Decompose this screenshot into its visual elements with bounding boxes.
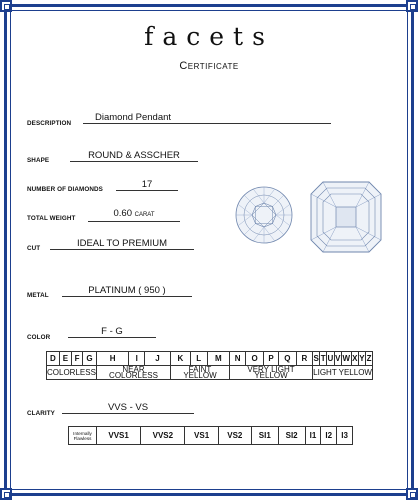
color-grade-cell: T [320, 352, 327, 366]
number-of-diamonds-value: 17 [116, 179, 178, 191]
metal-label: METAL [27, 292, 49, 299]
total-weight-value [88, 208, 180, 222]
color-grade-cell: Z [366, 352, 373, 366]
color-grade-cell: D [47, 352, 60, 366]
color-group-label: LIGHT YELLOW [313, 366, 373, 380]
clarity-label: CLARITY [27, 410, 55, 417]
color-grade-cell: I [129, 352, 145, 366]
color-grade-cell: Y [358, 352, 365, 366]
corner-ornament-icon [406, 0, 418, 12]
page-title: Certificate [179, 60, 239, 72]
color-grade-cell: N [229, 352, 245, 366]
total-weight-number: 0.60 [113, 208, 132, 219]
color-group-label: VERY LIGHT YELLOW [229, 366, 312, 380]
color-grade-cell: H [96, 352, 129, 366]
clarity-grade-cell: I2 [321, 427, 337, 445]
description-value: Diamond Pendant [83, 112, 331, 124]
color-group-label: COLORLESS [47, 366, 97, 380]
color-grade-cell: G [83, 352, 97, 366]
description-label: DESCRIPTION [27, 120, 72, 127]
color-grade-cell: W [341, 352, 351, 366]
color-value: F - G [68, 326, 156, 338]
color-grade-cell: P [263, 352, 278, 366]
color-grade-cell: J [144, 352, 170, 366]
corner-ornament-icon [0, 488, 12, 500]
clarity-grade-cell: VVS2 [141, 427, 185, 445]
corner-ornament-icon [406, 488, 418, 500]
color-group-label: FAINT YELLOW [171, 366, 230, 380]
color-grade-cell: F [71, 352, 82, 366]
clarity-value: VVS - VS [62, 402, 194, 414]
clarity-grade-scale [68, 426, 353, 445]
number-of-diamonds-label: NUMBER OF DIAMONDS [27, 186, 103, 193]
shape-value: ROUND & ASSCHER [70, 150, 198, 162]
color-grade-cell: X [351, 352, 358, 366]
color-grade-cell: K [171, 352, 191, 366]
color-grade-cell: R [296, 352, 312, 366]
color-grade-cell: M [207, 352, 229, 366]
clarity-grade-cell: VVS1 [97, 427, 141, 445]
asscher-cut-diamond-icon [309, 180, 383, 254]
clarity-grade-cell: SI1 [251, 427, 278, 445]
cut-label: CUT [27, 245, 41, 252]
color-grade-cell: E [59, 352, 71, 366]
shape-label: SHAPE [27, 157, 50, 164]
clarity-grade-cell: I3 [337, 427, 353, 445]
color-grade-cell: Q [279, 352, 297, 366]
corner-ornament-icon [0, 0, 12, 12]
total-weight-label: TOTAL WEIGHT [27, 215, 76, 222]
clarity-grade-cell: I1 [305, 427, 321, 445]
color-grade-cell: L [190, 352, 207, 366]
round-brilliant-diamond-icon [234, 185, 294, 245]
cut-value: IDEAL TO PREMIUM [50, 238, 194, 250]
clarity-grade-cell: Internally Flawless [69, 427, 97, 445]
color-grade-scale [46, 351, 373, 380]
color-grade-cell: O [246, 352, 264, 366]
color-grade-cell: U [327, 352, 335, 366]
brand-logo: facets [144, 22, 274, 51]
color-grade-cell: V [334, 352, 341, 366]
color-label: COLOR [27, 334, 51, 341]
metal-value: PLATINUM ( 950 ) [62, 285, 192, 297]
clarity-grade-cell: VS2 [218, 427, 251, 445]
total-weight-unit: CARAT [134, 212, 155, 218]
clarity-grade-cell: VS1 [185, 427, 218, 445]
clarity-grade-cell: SI2 [278, 427, 305, 445]
color-grade-cell: S [313, 352, 320, 366]
color-group-label: NEAR COLORLESS [96, 366, 170, 380]
